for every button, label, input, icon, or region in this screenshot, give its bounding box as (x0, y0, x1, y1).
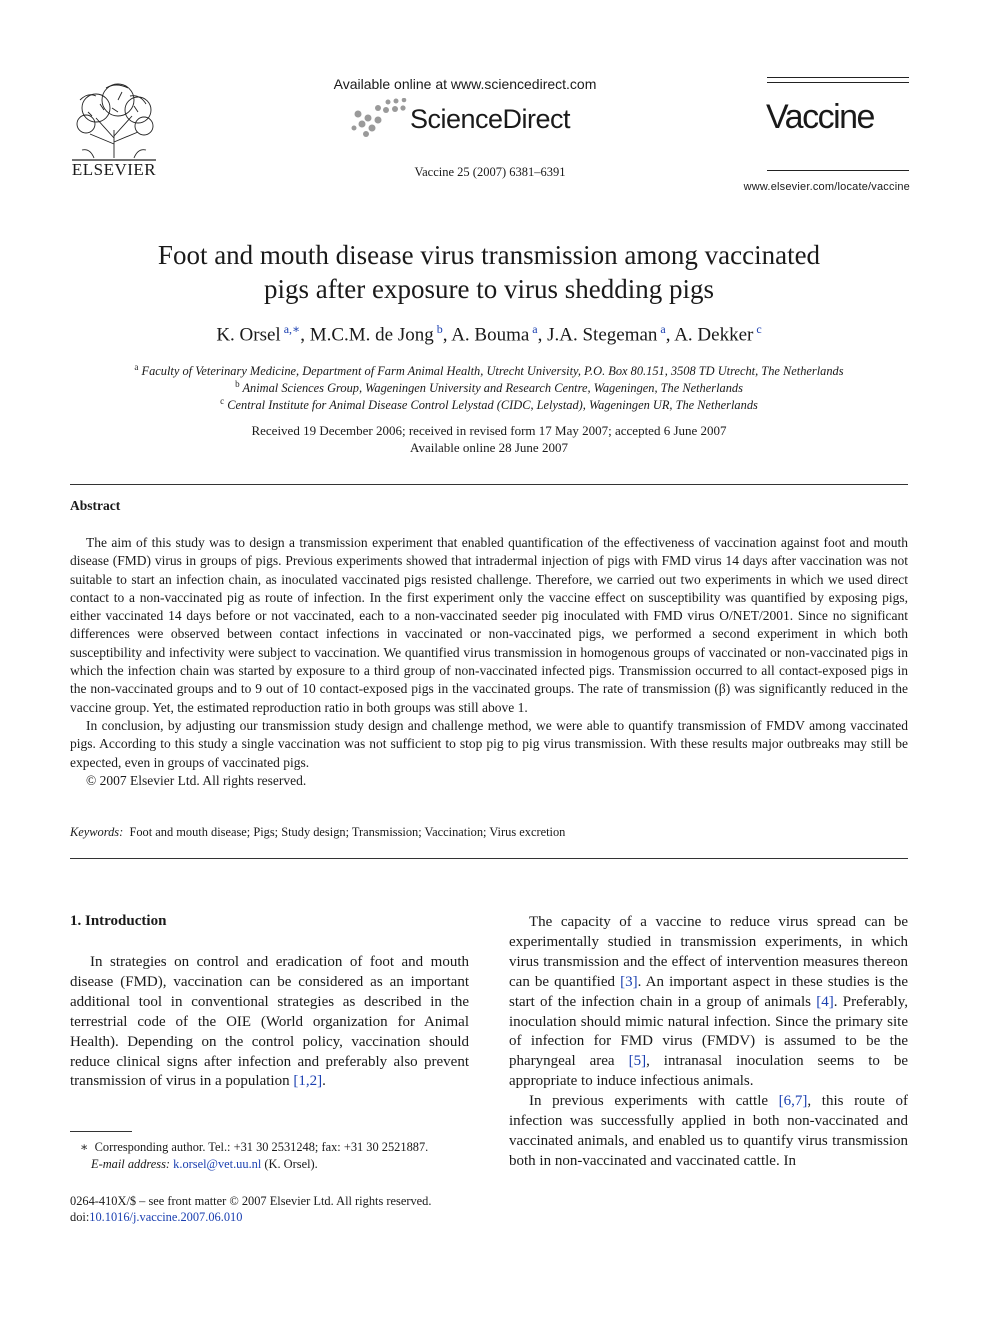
issn-line: 0264-410X/$ – see front matter © 2007 Elsevier Ltd. All rights reserved. (70, 1194, 432, 1208)
keywords-text: Foot and mouth disease; Pigs; Study design; Transmission; Vaccination; Virus excretion (129, 825, 566, 839)
journal-logo-rule (767, 170, 909, 171)
author-name[interactable]: M.C.M. de Jong (309, 324, 434, 346)
email-label: E-mail address: (91, 1157, 171, 1171)
author-name[interactable]: A. Bouma (451, 324, 530, 346)
abstract-paragraph: The aim of this study was to design a transmission experiment that enabled quantification of the effectiveness of vaccination against foot and mouth disease (FMD) virus in groups of pigs. Previous experiments showed that intradermal injection of pigs with FMD virus 14 days after vaccination was not suitable to start an infection chain, as inoculated vaccinated pigs resisted challenge. Therefore, we carried out two experiments in which we used direct contact to a non-vaccinated pig as route of infection. In the first experiment only the vaccine effect on susceptibility was quantified by exposing pigs, either vaccinated 14 days before or not vaccinated, each to a non-vaccinated seeder pig inoculated with FMD virus O/NET/2001. Since no significant differences were observed between contact infections in vaccinated or non-vaccinated pigs, we performed a second experiment in which both susceptibility and infectivity were subject to vaccination. We quantified virus transmission in homogenous groups of vaccinated or non-vaccinated pigs in which the infection chain was started by exposure to a third group of non-vaccinated infected pigs. Transmission occurred to all contact-exposed pigs in the non-vaccinated groups and to 9 out of 10 contact-exposed pigs in the vaccinated groups. The rate of transmission (β) was significantly reduced in the vaccine group. Yet, the estimated reproduction ratio in both groups was still above 1. (70, 535, 908, 715)
author-affiliation-mark[interactable]: b (433, 322, 443, 336)
article-title (96, 238, 882, 306)
author-name[interactable]: K. Orsel (216, 324, 281, 346)
text-run: . An important aspect in these studies is the start of the infection chain in a group of animals (509, 973, 908, 1010)
doi-link[interactable]: 10.1016/j.vaccine.2007.06.010 (89, 1210, 243, 1224)
sciencedirect-logo: ScienceDirect (410, 104, 571, 134)
text-run: In strategies on control and eradication of foot and mouth disease (FMD), vaccination can be considered as an important additional tool in conventional strategies as described in the terrestrial code of the OIE (World organization for Animal Health). Depending on the control policy, vaccination should reduce clinical signs after infection and preferably also prevent transmission of virus in a population (70, 954, 469, 1090)
publisher-name: ELSEVIER (71, 160, 157, 179)
affiliation-mark: a (134, 362, 139, 372)
abstract-paragraph: In conclusion, by adjusting our transmission study design and challenge method, we were able to quantify transmission of FMDV among vaccinated pigs. According to this study a single vaccination was not sufficient to stop pig to pig virus transmission. With these results major outbreaks may still be expected, even in groups of vaccinated pigs. (70, 717, 908, 770)
article-dates (96, 422, 882, 456)
corresponding-author-footnote (70, 1139, 490, 1173)
section-divider (70, 858, 908, 859)
body-paragraph (70, 953, 469, 1092)
citation-link[interactable]: [5] (628, 1053, 647, 1070)
affiliation-mark: c (220, 396, 225, 406)
footnote-line (70, 1139, 490, 1156)
left-column (70, 953, 469, 1092)
journal-url-link[interactable]: www.elsevier.com/locate/vaccine (743, 181, 910, 193)
journal-logo-rule (767, 82, 909, 83)
author-affiliation-mark[interactable]: a (657, 322, 666, 336)
footnote-rule (70, 1131, 132, 1132)
doi-label: doi: (70, 1210, 90, 1224)
citation-link[interactable]: [1,2] (293, 1073, 323, 1090)
author-name[interactable]: J.A. Stegeman (547, 324, 658, 346)
right-column (509, 913, 908, 1172)
doi-line (70, 1209, 490, 1225)
text-run: In previous experiments with cattle (529, 1093, 779, 1110)
text-run: . (322, 1073, 326, 1090)
text-run: The capacity of a vaccine to reduce virus spread can be experimentally studied in transmission experiments, in which virus transmission and the effect of intervention measures thereon can be quantified (509, 914, 908, 990)
affiliation-b (70, 379, 908, 396)
copyright-notice: © 2007 Elsevier Ltd. All rights reserved. (86, 772, 307, 788)
received-dates: Received 19 December 2006; received in revised form 17 May 2007; accepted 6 June 2007 (251, 423, 727, 438)
author-affiliation-mark[interactable]: a,∗ (280, 322, 301, 336)
section-divider (70, 484, 908, 485)
email-link[interactable]: k.orsel@vet.uu.nl (173, 1157, 262, 1171)
affiliation-text: Central Institute for Animal Disease Control Lelystad (CIDC, Lelystad), Wageningen UR, The Netherlands (227, 398, 758, 413)
footnote-line (70, 1156, 490, 1173)
vaccine-journal-logo: Vaccine (766, 98, 874, 136)
citation-link[interactable]: [6,7] (778, 1093, 808, 1110)
available-date: Available online 28 June 2007 (410, 440, 568, 455)
citation-link[interactable]: [3] (620, 973, 638, 990)
journal-citation: Vaccine 25 (2007) 6381–6391 (414, 165, 566, 179)
text-run: . Preferably, inoculation should mimic natural infection. Since the primary site of infection for FMD virus (FMDV) is assumed to be the pharyngeal area (509, 993, 908, 1070)
body-paragraph (509, 1092, 908, 1172)
corresponding-info: Corresponding author. Tel.: +31 30 2531248; fax: +31 30 2521887. (94, 1140, 429, 1154)
affiliation-a (70, 362, 908, 379)
abstract-heading: Abstract (70, 498, 121, 513)
affiliation-c (70, 396, 908, 413)
text-run: , intranasal inoculation seems to be appropriate to induce infectious animals. (509, 1053, 909, 1090)
section-heading: 1. Introduction (70, 913, 167, 929)
citation-link[interactable]: [4] (816, 993, 834, 1010)
title-line: pigs after exposure to virus shedding pigs (264, 274, 714, 304)
available-online-text[interactable]: Available online at www.sciencedirect.com (333, 76, 597, 92)
author-affiliation-mark[interactable]: c (753, 322, 762, 336)
footnote-mark: ∗ (80, 1140, 89, 1154)
affiliation-text: Animal Sciences Group, Wageningen University and Research Centre, Wageningen, The Netherlands (242, 381, 743, 396)
journal-logo-rule (767, 77, 909, 78)
text-run: , this route of infection was successfully applied in both non-vaccinated and vaccinated animals, and enabled us to quantify virus transmission both in non-vaccinated and vaccinated cattle. In (509, 1093, 908, 1169)
author-list: K. Orsel $^{a,∗}$, M.C.M. de Jong $^b$, A. Bouma $^a$, J.A. Stegeman $^a$, A. Dekker $^c$ (216, 322, 762, 346)
keywords (70, 825, 908, 840)
affiliation-mark: b (235, 379, 240, 389)
email-owner: (K. Orsel). (261, 1157, 318, 1171)
front-matter (70, 1193, 490, 1225)
body-paragraph (509, 913, 908, 1092)
affiliation-text: Faculty of Veterinary Medicine, Department of Farm Animal Health, Utrecht University, P.O. Box 80.151, 3508 TD Utrecht, The Netherlands (141, 364, 844, 379)
title-line: Foot and mouth disease virus transmission among vaccinated (157, 240, 821, 270)
author-affiliation-mark[interactable]: a (529, 322, 538, 336)
keywords-label: Keywords: (70, 825, 124, 839)
abstract-body (70, 534, 908, 790)
author-name[interactable]: A. Dekker (674, 324, 754, 346)
